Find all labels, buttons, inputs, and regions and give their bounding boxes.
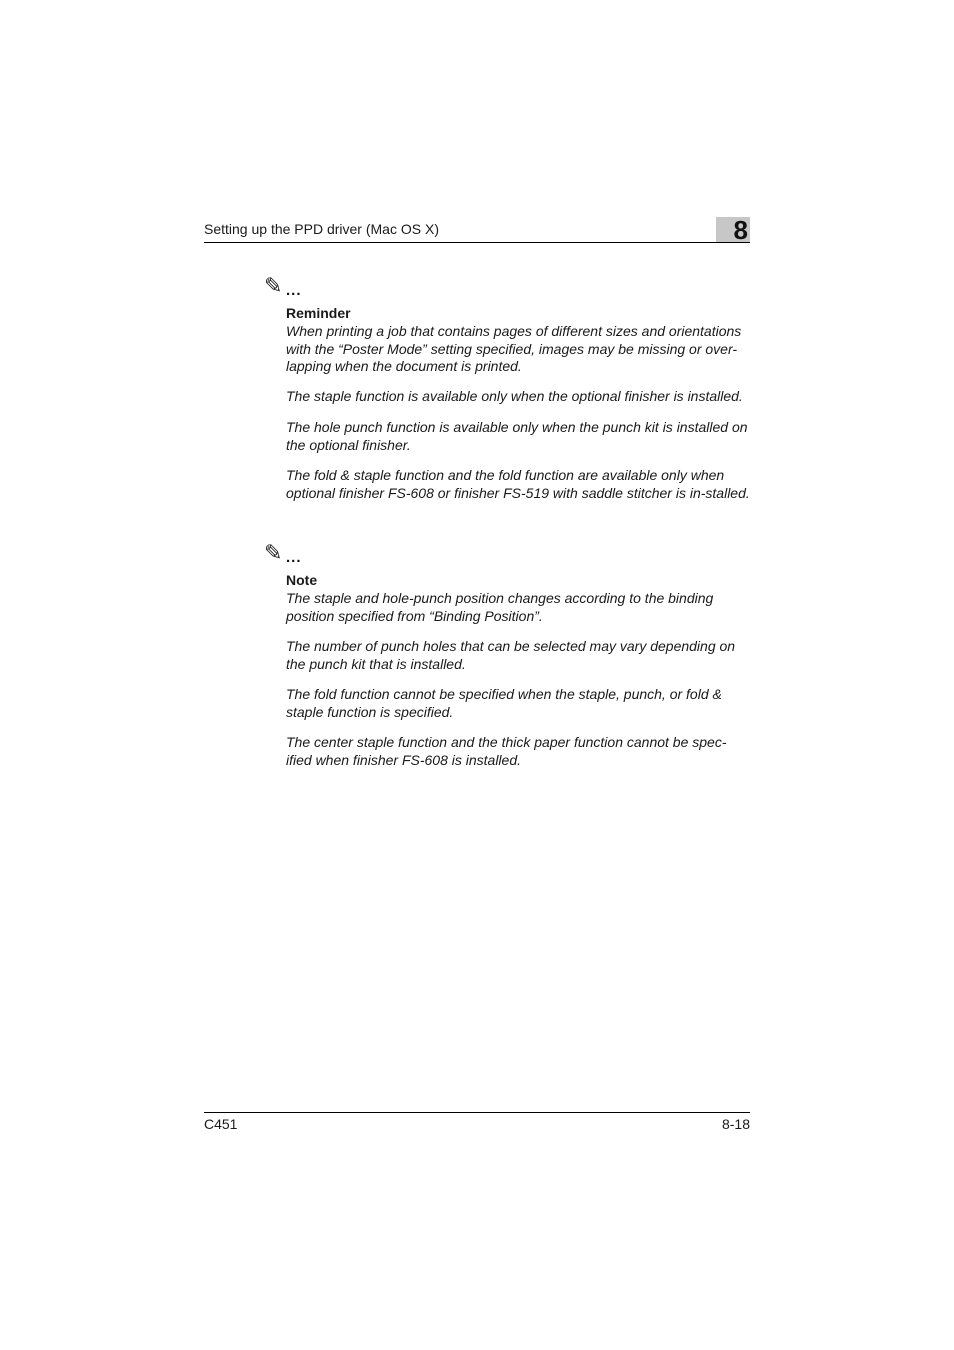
note-paragraph: The center staple function and the thick paper function cannot be spec-ified when finisher FS-608 is installed. bbox=[286, 734, 727, 768]
reminder-label: Reminder bbox=[286, 305, 351, 321]
page-header bbox=[204, 215, 750, 245]
footer-page-number: 8-18 bbox=[721, 1116, 750, 1132]
pencil-icon: ✎ bbox=[264, 274, 283, 299]
note-paragraph: The fold function cannot be specified when the staple, punch, or fold & staple function is specified. bbox=[286, 686, 722, 720]
pencil-icon: ✎ bbox=[264, 541, 283, 566]
chapter-number: 8 bbox=[733, 215, 748, 245]
header-title: Setting up the PPD driver (Mac OS X) bbox=[204, 221, 439, 237]
page-footer bbox=[204, 1112, 750, 1135]
ellipsis-icon: ... bbox=[286, 282, 302, 299]
ellipsis-icon: ... bbox=[286, 549, 302, 566]
note-label: Note bbox=[286, 572, 318, 588]
reminder-paragraph: The staple function is available only when the optional finisher is installed. bbox=[286, 388, 743, 404]
chapter-tab bbox=[716, 215, 750, 245]
footer-model: C451 bbox=[204, 1116, 238, 1132]
reminder-paragraph: The fold & staple function and the fold function are available only when optional finisher FS-608 or finisher FS-519 with saddle stitcher is in-stalled. bbox=[286, 467, 750, 501]
reminder-paragraph: The hole punch function is available only when the punch kit is installed on the optional finisher. bbox=[286, 419, 748, 453]
reminder-paragraph: When printing a job that contains pages of different sizes and orientations with the “Poster Mode” setting specified, images may be missing or over-lapping when the document is printed. bbox=[286, 323, 742, 375]
note-paragraph: The staple and hole-punch position changes according to the binding position specified from “Binding Position”. bbox=[286, 590, 714, 624]
note-paragraph: The number of punch holes that can be selected may vary depending on the punch kit that is installed. bbox=[286, 638, 736, 672]
